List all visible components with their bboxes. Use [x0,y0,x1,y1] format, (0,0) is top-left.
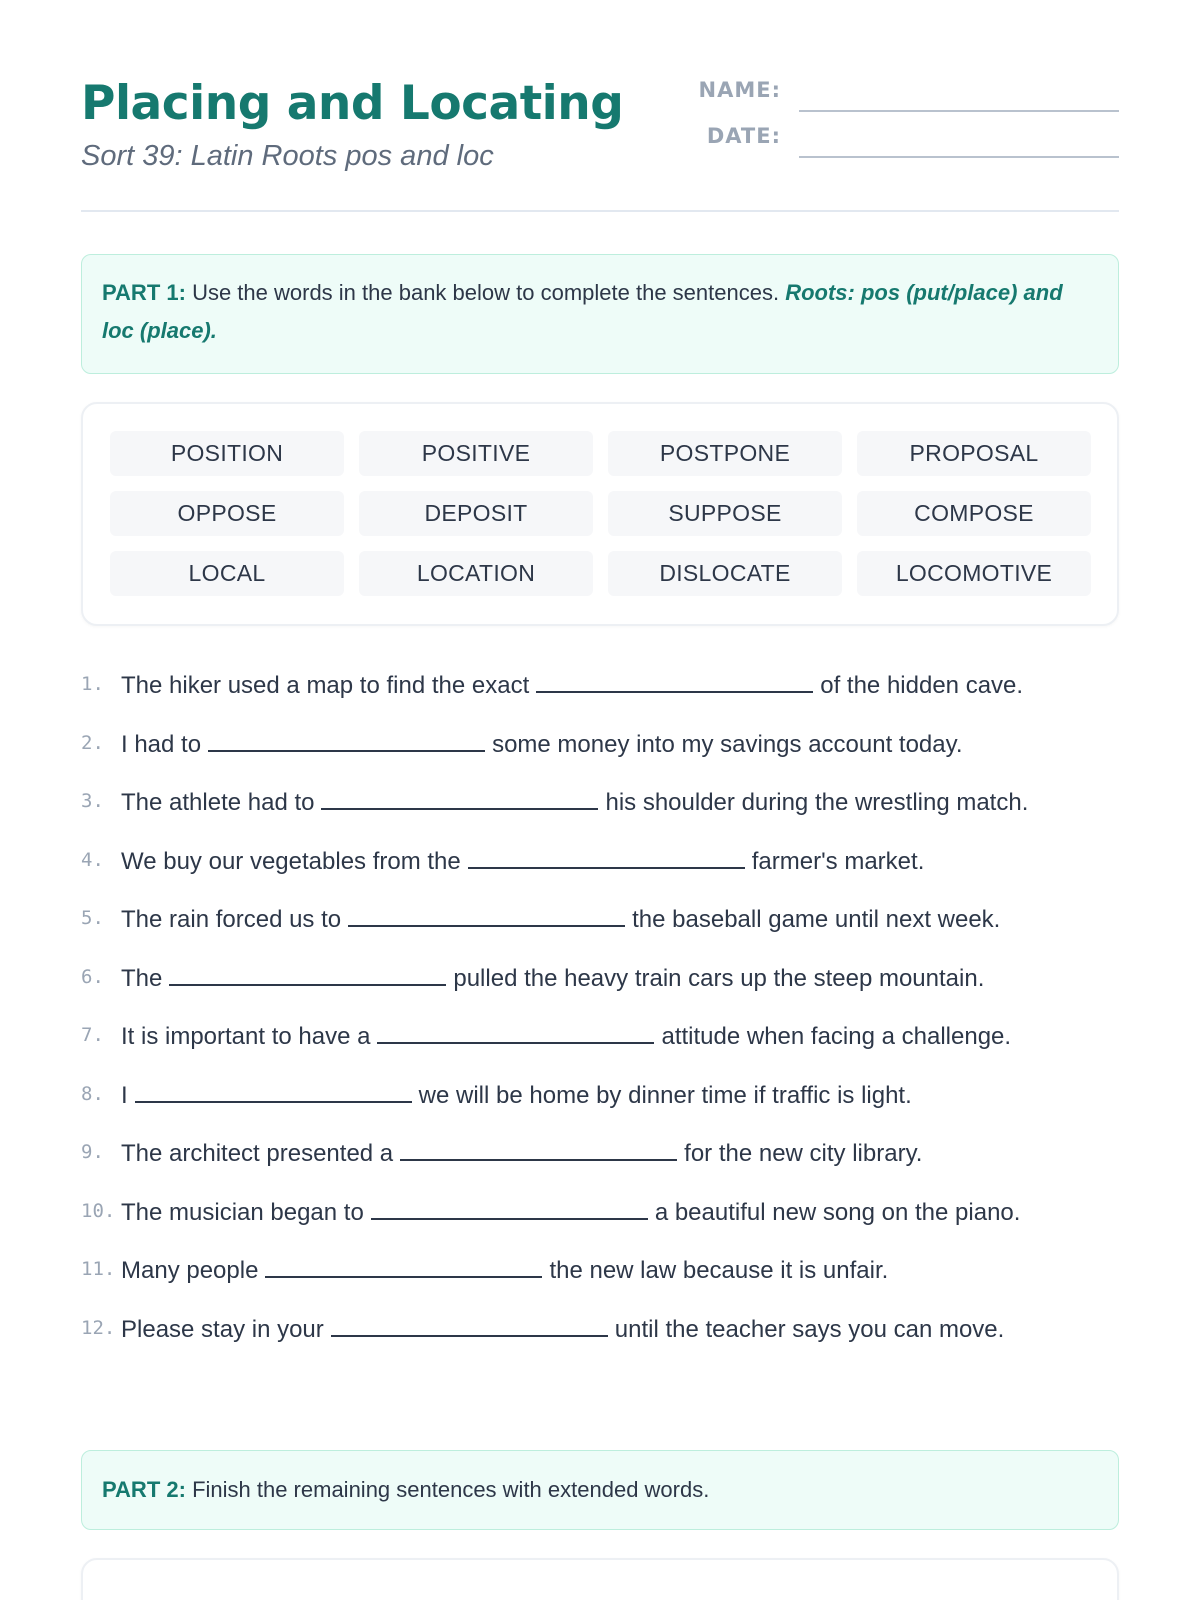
question-after: a beautiful new song on the piano. [654,1198,1021,1226]
word-chip: COMPOSE [857,491,1091,536]
question-text [121,960,984,996]
answer-blank[interactable] [536,667,813,693]
question-after: the new law because it is unfair. [549,1257,889,1284]
question-before: It is important to have a [121,1023,371,1050]
question-before: I had to [121,730,202,758]
question-item [81,667,1119,726]
question-text [121,1135,922,1171]
question-before: The athlete had to [121,789,315,816]
question-after: attitude when facing a challenge. [661,1023,1012,1050]
answer-blank[interactable] [321,784,598,810]
part2-text: Finish the remaining sentences with extended words. [192,1477,710,1502]
word-chip: SUPPOSE [608,491,842,536]
word-chip: LOCOMOTIVE [857,551,1091,596]
question-number: 4. [81,848,104,871]
question-before: The [121,964,163,992]
question-before: The rain forced us to [121,906,342,933]
answer-blank[interactable] [400,1135,677,1161]
question-text [121,1311,1004,1347]
question-after: for the new city library. [684,1140,923,1167]
answer-blank[interactable] [208,726,485,752]
question-item [81,784,1119,843]
question-number: 7. [81,1024,104,1046]
worksheet-page [81,0,1119,1600]
word-chip: OPPOSE [110,491,344,536]
name-label: NAME: [698,78,781,102]
question-after: his shoulder during the wrestling match. [605,789,1029,816]
answer-blank[interactable] [371,1194,648,1220]
answer-blank[interactable] [331,1311,608,1337]
part1-text: Use the words in the bank below to complete the sentences. [192,280,780,305]
answer-blank[interactable] [468,843,745,869]
question-text [121,784,1028,820]
question-after: pulled the heavy train cars up the steep mountain. [453,964,985,992]
question-after: until the teacher says you can move. [614,1315,1005,1343]
question-text [121,901,1000,937]
question-before: I [121,1081,128,1109]
question-before: Many people [121,1257,259,1284]
question-text [121,726,963,762]
question-number: 10. [81,1199,116,1222]
question-text [121,1077,912,1113]
question-item [81,1077,1119,1136]
question-item [81,726,1119,785]
question-item [81,1194,1119,1253]
answer-blank[interactable] [169,960,446,986]
question-after: the baseball game until next week. [632,906,1001,933]
question-item [81,960,1119,1019]
word-bank-grid [110,431,1091,596]
answer-blank[interactable] [348,901,625,927]
question-after: some money into my savings account today. [492,730,963,758]
question-number: 12. [81,1316,116,1339]
date-label: DATE: [706,124,781,148]
page-subtitle: Sort 39: Latin Roots pos and loc [81,140,494,172]
answer-blank[interactable] [265,1252,542,1278]
question-after: farmer's market. [751,847,925,875]
part1-instructions [81,254,1119,374]
question-number: 9. [81,1141,104,1163]
part2-label: PART 2: [102,1477,186,1502]
word-chip: POSITION [110,431,344,476]
word-chip: POSITIVE [359,431,593,476]
question-before: We buy our vegetables from the [121,847,461,875]
question-number: 5. [81,907,104,929]
question-number: 6. [81,965,104,988]
question-after: of the hidden cave. [820,672,1024,699]
question-text [121,843,924,879]
answer-blank[interactable] [135,1077,412,1103]
word-chip: POSTPONE [608,431,842,476]
worksheet-header [81,70,1119,212]
question-item [81,1311,1119,1370]
name-field[interactable] [81,70,1119,104]
question-item [81,1018,1119,1077]
question-number: 3. [81,790,104,812]
question-before: Please stay in your [121,1315,324,1343]
word-chip: DISLOCATE [608,551,842,596]
word-chip: PROPOSAL [857,431,1091,476]
question-before: The musician began to [121,1198,364,1226]
question-number: 1. [81,673,104,695]
question-text [121,667,1023,703]
question-number: 11. [81,1258,116,1280]
question-item [81,843,1119,902]
question-text [121,1194,1020,1230]
word-bank [81,402,1119,626]
part2-instructions [81,1450,1119,1530]
date-field[interactable] [81,116,1119,150]
question-item [81,1135,1119,1194]
word-chip: DEPOSIT [359,491,593,536]
question-number: 2. [81,731,104,754]
word-bank-part2 [81,1558,1119,1600]
answer-blank[interactable] [377,1018,654,1044]
word-chip: LOCATION [359,551,593,596]
word-chip: LOCAL [110,551,344,596]
question-after: we will be home by dinner time if traffic is light. [418,1081,912,1109]
question-text [121,1252,888,1288]
question-before: The hiker used a map to find the exact [121,672,530,699]
name-line[interactable] [799,110,1119,112]
question-number: 8. [81,1082,104,1105]
page-title: Placing and Locating [81,76,624,131]
part1-roots: Roots: pos (put/place) and loc (place). [102,280,1063,343]
question-item [81,1252,1119,1311]
date-line[interactable] [799,156,1119,158]
question-item [81,901,1119,960]
part1-label: PART 1: [102,280,186,305]
question-list [81,667,1119,1369]
question-text [121,1018,1011,1054]
question-before: The architect presented a [121,1140,394,1167]
